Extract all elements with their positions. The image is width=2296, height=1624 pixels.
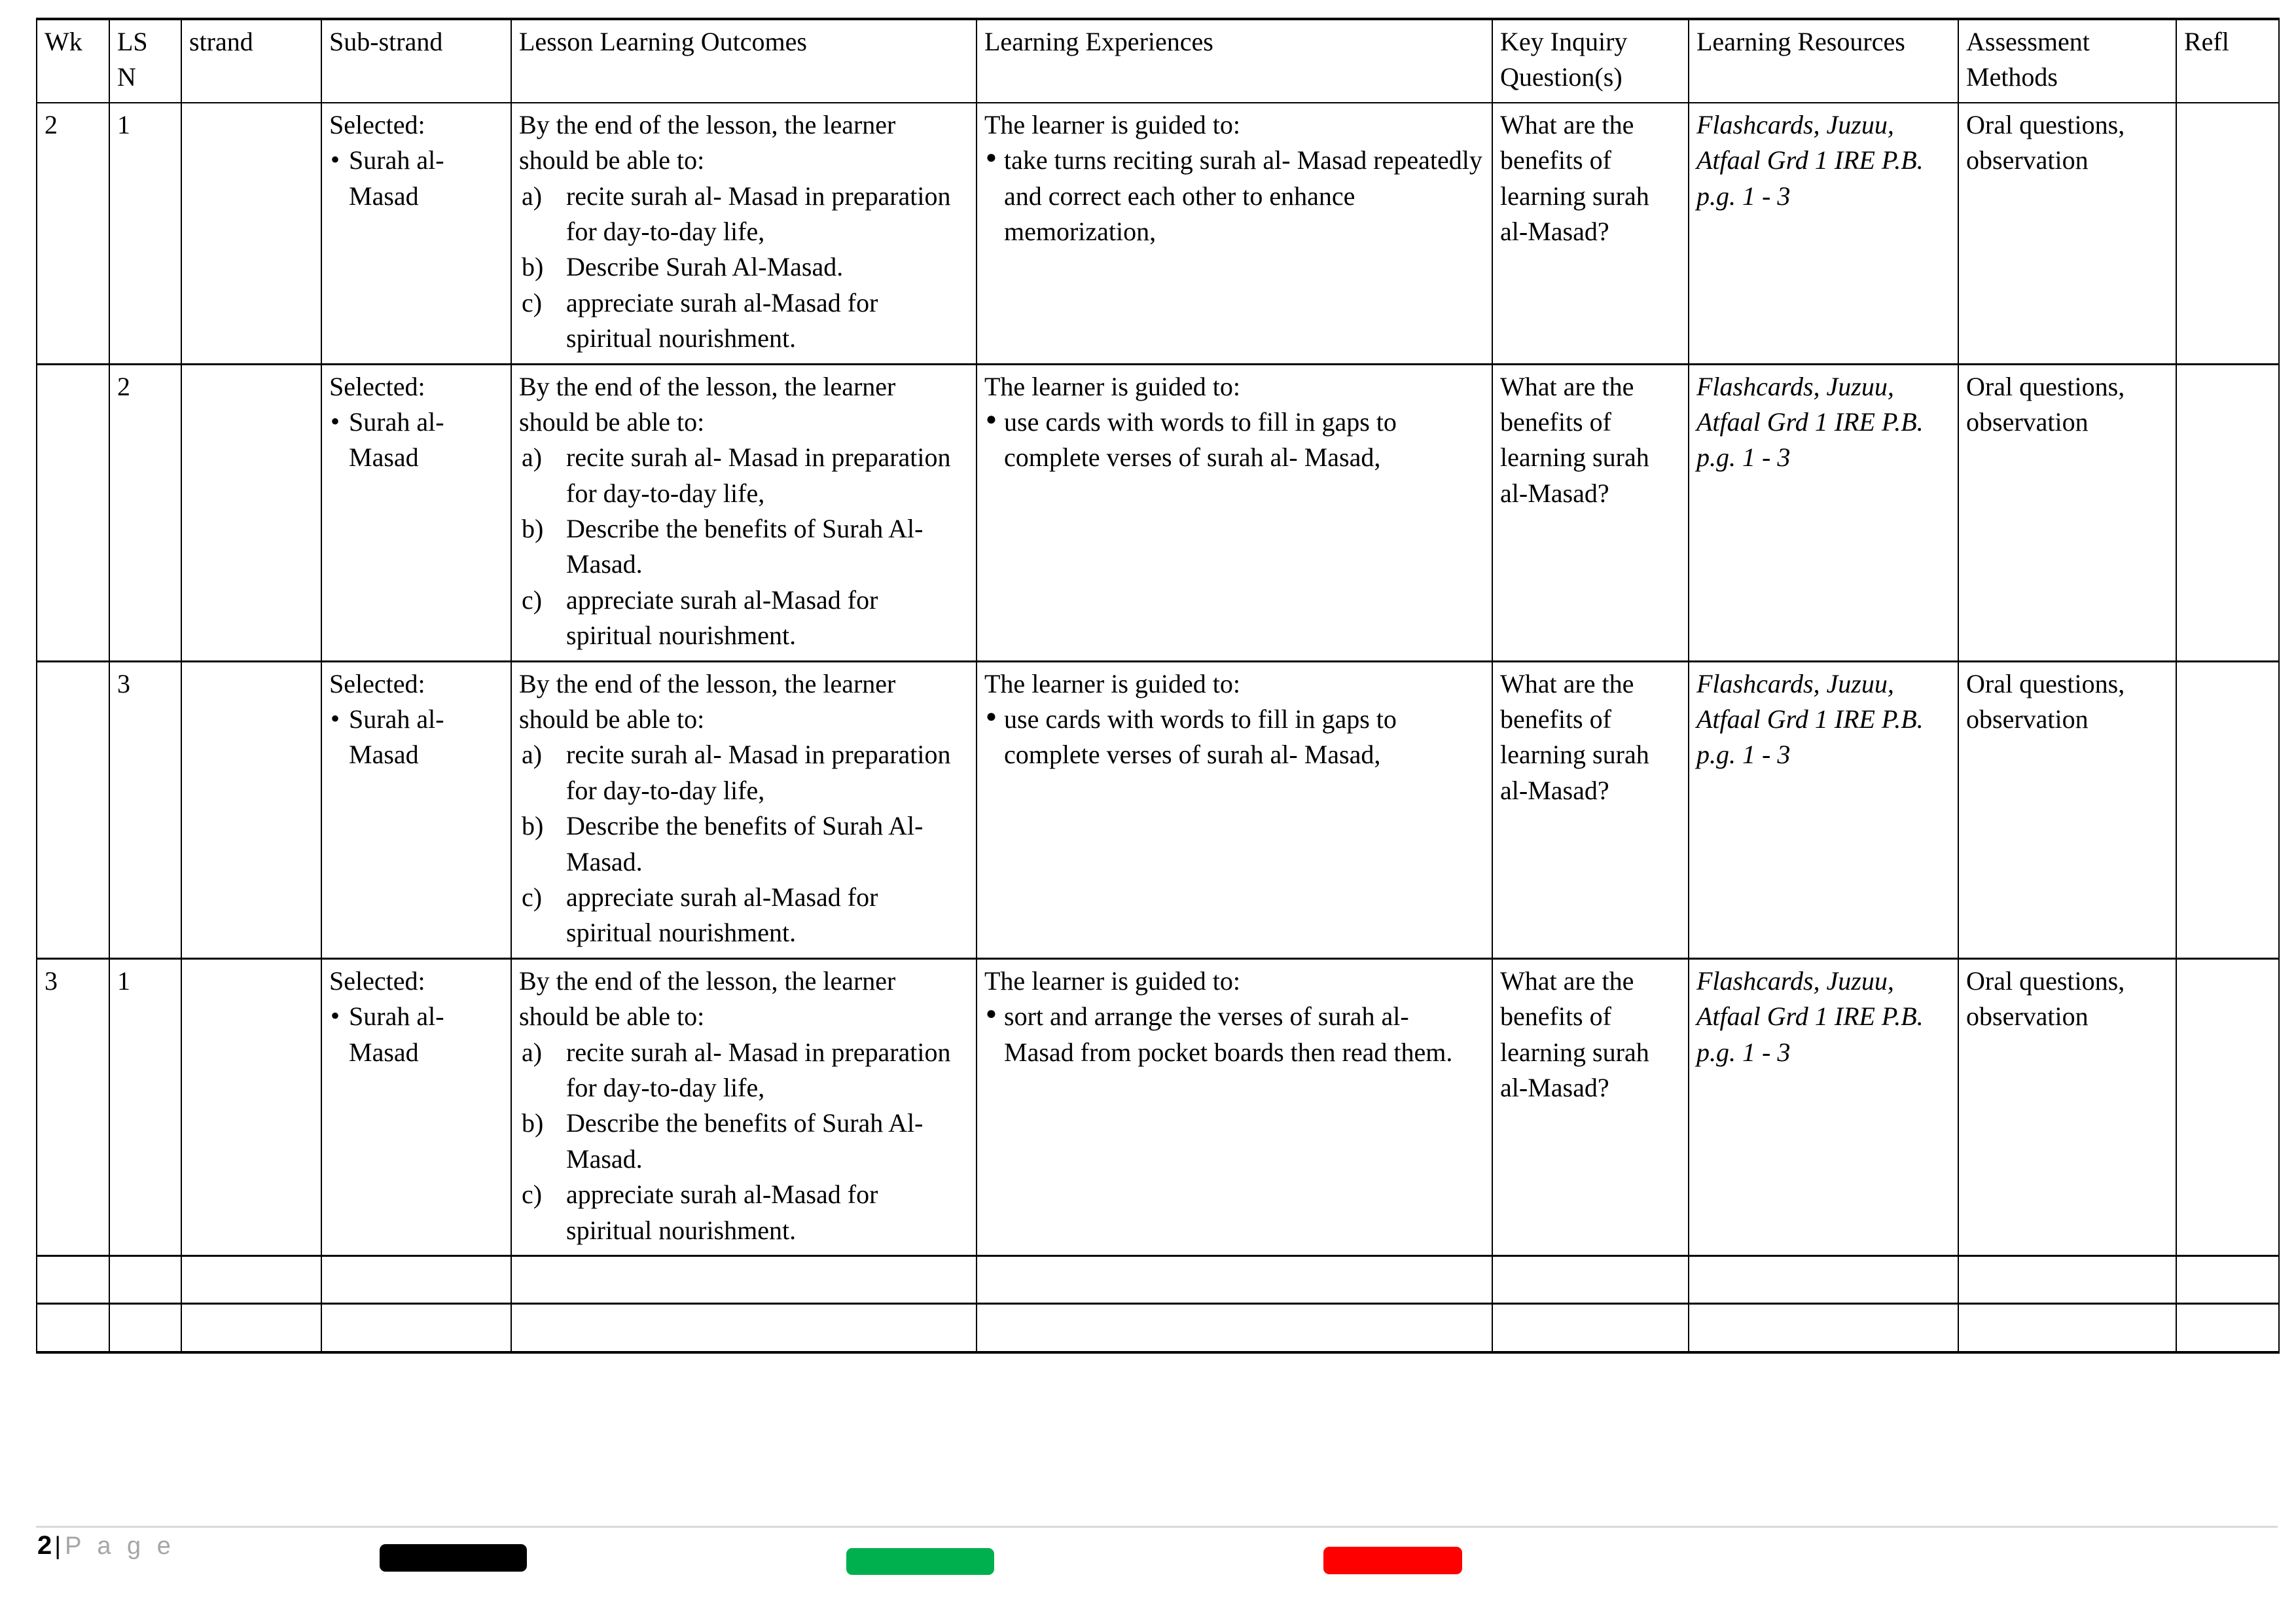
cell-substrand	[321, 1304, 511, 1352]
substrand-label: Selected:	[329, 371, 425, 401]
cell-key-inquiry-question	[1492, 661, 1689, 958]
cell-reflection	[2176, 103, 2279, 364]
cell-key-inquiry-question	[1492, 103, 1689, 364]
header-cell-wk	[37, 19, 109, 103]
experiences-lead: The learner is guided to:	[984, 668, 1240, 698]
cell-week	[37, 364, 109, 661]
experiences-lead: The learner is guided to:	[984, 965, 1240, 996]
outcome-item: appreciate surah al-Masad for spiritual nourishment.	[566, 287, 878, 353]
cell-week	[37, 1304, 109, 1352]
header-label: LS N	[117, 27, 148, 92]
substrand-list	[329, 702, 503, 773]
cell-lesson-learning-outcomes	[511, 103, 977, 364]
header-cell-learning-experiences	[977, 19, 1492, 103]
outcome-item: Describe the benefits of Surah Al-Masad.	[566, 514, 924, 579]
cell-learning-experiences	[977, 364, 1492, 661]
header-label: Assessment Methods	[1966, 27, 2090, 92]
experience-item: ● use cards with words to fill in gaps to complete verses of surah al- Masad,	[984, 702, 1484, 773]
substrand-list	[329, 405, 503, 476]
cell-reflection	[2176, 1255, 2279, 1303]
outcome-item: recite surah al- Masad in preparation for day-to-day life,	[566, 181, 951, 246]
scheme-of-work-table	[36, 18, 2280, 1354]
scheme-of-work-table-container	[36, 18, 2278, 1354]
outcome-item: appreciate surah al-Masad for spiritual nourishment.	[566, 882, 878, 948]
cell-lesson-number	[109, 1304, 181, 1352]
footer-page-word: P a g e	[65, 1532, 175, 1560]
lesson-number-value: 3	[117, 668, 130, 698]
header-cell-key-inquiry-questions	[1492, 19, 1689, 103]
green-redaction-bar	[846, 1548, 994, 1575]
cell-learning-experiences	[977, 103, 1492, 364]
cell-learning-resources	[1689, 661, 1958, 958]
key-inquiry-question-value: What are the benefits of learning surah al-Masad?	[1500, 668, 1649, 805]
header-cell-strand	[181, 19, 321, 103]
cell-assessment-methods	[1958, 661, 2176, 958]
outcome-item: recite surah al- Masad in preparation for day-to-day life,	[566, 1037, 951, 1102]
header-label: Refl	[2184, 27, 2229, 56]
scheme-of-work-table-body	[37, 19, 2279, 1352]
cell-key-inquiry-question	[1492, 958, 1689, 1255]
lesson-number-value: 1	[117, 109, 130, 139]
assessment-methods-value: Oral questions, observation	[1966, 668, 2125, 734]
header-label: Key Inquiry Question(s)	[1500, 27, 1628, 92]
cell-learning-experiences	[977, 1304, 1492, 1352]
cell-reflection	[2176, 1304, 2279, 1352]
substrand-list	[329, 999, 503, 1070]
key-inquiry-question-value: What are the benefits of learning surah al-Masad?	[1500, 109, 1649, 246]
experience-item: ● use cards with words to fill in gaps to complete verses of surah al- Masad,	[984, 405, 1484, 476]
black-redaction-bar	[380, 1544, 527, 1572]
outcomes-lead: By the end of the lesson, the learner should be able to:	[519, 371, 896, 437]
table-row	[37, 958, 2279, 1255]
experiences-lead: The learner is guided to:	[984, 109, 1240, 139]
cell-learning-resources	[1689, 1255, 1958, 1303]
cell-strand	[181, 1255, 321, 1303]
substrand-list	[329, 143, 503, 214]
cell-reflection	[2176, 958, 2279, 1255]
experiences-list	[984, 405, 1484, 476]
cell-substrand	[321, 661, 511, 958]
cell-learning-experiences	[977, 661, 1492, 958]
page-number-footer	[37, 1532, 175, 1559]
outcomes-list	[519, 737, 969, 950]
table-row	[37, 103, 2279, 364]
header-cell-learning-resources	[1689, 19, 1958, 103]
week-value: 2	[45, 109, 58, 139]
cell-lesson-learning-outcomes	[511, 1255, 977, 1303]
cell-week	[37, 958, 109, 1255]
cell-week	[37, 103, 109, 364]
header-cell-substrand	[321, 19, 511, 103]
experiences-list	[984, 702, 1484, 773]
key-inquiry-question-value: What are the benefits of learning surah al-Masad?	[1500, 965, 1649, 1102]
cell-lesson-learning-outcomes	[511, 958, 977, 1255]
cell-assessment-methods	[1958, 1304, 2176, 1352]
learning-resources-value: Flashcards, Juzuu, Atfaal Grd 1 IRE P.B. p.g. 1 - 3	[1696, 965, 1924, 1067]
cell-reflection	[2176, 661, 2279, 958]
table-row-empty	[37, 1304, 2279, 1352]
week-value: 3	[45, 965, 58, 996]
substrand-label: Selected:	[329, 668, 425, 698]
cell-assessment-methods	[1958, 103, 2176, 364]
header-cell-lesson-learning-outcomes	[511, 19, 977, 103]
experience-item: ● sort and arrange the verses of surah al- Masad from pocket boards then read them.	[984, 999, 1484, 1070]
outcome-item: Describe Surah Al-Masad.	[566, 252, 844, 282]
assessment-methods-value: Oral questions, observation	[1966, 965, 2125, 1032]
experience-item: ● take turns reciting surah al- Masad repeatedly and correct each other to enhance memorization,	[984, 143, 1484, 249]
learning-resources-value: Flashcards, Juzuu, Atfaal Grd 1 IRE P.B. p.g. 1 - 3	[1696, 371, 1924, 473]
experiences-list	[984, 999, 1484, 1070]
experiences-lead: The learner is guided to:	[984, 371, 1240, 401]
cell-lesson-learning-outcomes	[511, 364, 977, 661]
outcomes-lead: By the end of the lesson, the learner should be able to:	[519, 965, 896, 1032]
outcome-item: Describe the benefits of Surah Al-Masad.	[566, 1108, 924, 1174]
experiences-list	[984, 143, 1484, 249]
cell-week	[37, 1255, 109, 1303]
cell-learning-resources	[1689, 103, 1958, 364]
cell-lesson-number	[109, 364, 181, 661]
header-cell-reflection	[2176, 19, 2279, 103]
substrand-item: • Surah al-Masad	[329, 405, 503, 476]
cell-lesson-number	[109, 958, 181, 1255]
cell-strand	[181, 1304, 321, 1352]
lesson-number-value: 1	[117, 965, 130, 996]
assessment-methods-value: Oral questions, observation	[1966, 371, 2125, 437]
assessment-methods-value: Oral questions, observation	[1966, 109, 2125, 175]
key-inquiry-question-value: What are the benefits of learning surah al-Masad?	[1500, 371, 1649, 508]
outcomes-list	[519, 179, 969, 357]
header-cell-lsn	[109, 19, 181, 103]
cell-substrand	[321, 958, 511, 1255]
footer-separator: |	[54, 1532, 62, 1560]
table-header-row	[37, 19, 2279, 103]
outcomes-list	[519, 440, 969, 653]
header-cell-assessment-methods	[1958, 19, 2176, 103]
cell-assessment-methods	[1958, 958, 2176, 1255]
cell-learning-resources	[1689, 1304, 1958, 1352]
footer-divider	[36, 1526, 2278, 1528]
cell-substrand	[321, 364, 511, 661]
outcome-item: recite surah al- Masad in preparation for day-to-day life,	[566, 442, 951, 508]
outcome-item: recite surah al- Masad in preparation for day-to-day life,	[566, 740, 951, 805]
cell-lesson-number	[109, 661, 181, 958]
outcomes-list	[519, 1035, 969, 1248]
outcome-item: appreciate surah al-Masad for spiritual nourishment.	[566, 1180, 878, 1245]
cell-reflection	[2176, 364, 2279, 661]
cell-lesson-learning-outcomes	[511, 661, 977, 958]
cell-lesson-learning-outcomes	[511, 1304, 977, 1352]
table-row	[37, 364, 2279, 661]
table-row	[37, 661, 2279, 958]
outcome-item: appreciate surah al-Masad for spiritual nourishment.	[566, 585, 878, 651]
header-label: Lesson Learning Outcomes	[519, 27, 807, 56]
cell-key-inquiry-question	[1492, 364, 1689, 661]
cell-week	[37, 661, 109, 958]
header-label: strand	[189, 27, 253, 56]
cell-substrand	[321, 1255, 511, 1303]
cell-strand	[181, 103, 321, 364]
cell-learning-experiences	[977, 958, 1492, 1255]
cell-lesson-number	[109, 103, 181, 364]
outcome-item: Describe the benefits of Surah Al-Masad.	[566, 811, 924, 876]
cell-assessment-methods	[1958, 364, 2176, 661]
substrand-label: Selected:	[329, 109, 425, 139]
learning-resources-value: Flashcards, Juzuu, Atfaal Grd 1 IRE P.B. p.g. 1 - 3	[1696, 668, 1924, 770]
header-label: Learning Experiences	[984, 27, 1213, 56]
cell-strand	[181, 661, 321, 958]
learning-resources-value: Flashcards, Juzuu, Atfaal Grd 1 IRE P.B. p.g. 1 - 3	[1696, 109, 1924, 211]
substrand-item: • Surah al-Masad	[329, 143, 503, 214]
cell-strand	[181, 958, 321, 1255]
cell-lesson-number	[109, 1255, 181, 1303]
cell-assessment-methods	[1958, 1255, 2176, 1303]
substrand-item: • Surah al-Masad	[329, 702, 503, 773]
header-label: Learning Resources	[1696, 27, 1905, 56]
red-redaction-bar	[1323, 1547, 1462, 1574]
substrand-item: • Surah al-Masad	[329, 999, 503, 1070]
substrand-label: Selected:	[329, 965, 425, 996]
cell-learning-resources	[1689, 364, 1958, 661]
header-label: Sub-strand	[329, 27, 443, 56]
outcomes-lead: By the end of the lesson, the learner should be able to:	[519, 109, 896, 175]
lesson-number-value: 2	[117, 371, 130, 401]
cell-substrand	[321, 103, 511, 364]
footer-page-number: 2	[37, 1531, 52, 1560]
cell-learning-resources	[1689, 958, 1958, 1255]
header-label: Wk	[45, 27, 82, 56]
outcomes-lead: By the end of the lesson, the learner should be able to:	[519, 668, 896, 734]
cell-key-inquiry-question	[1492, 1304, 1689, 1352]
cell-key-inquiry-question	[1492, 1255, 1689, 1303]
cell-strand	[181, 364, 321, 661]
table-row-empty	[37, 1255, 2279, 1303]
cell-learning-experiences	[977, 1255, 1492, 1303]
